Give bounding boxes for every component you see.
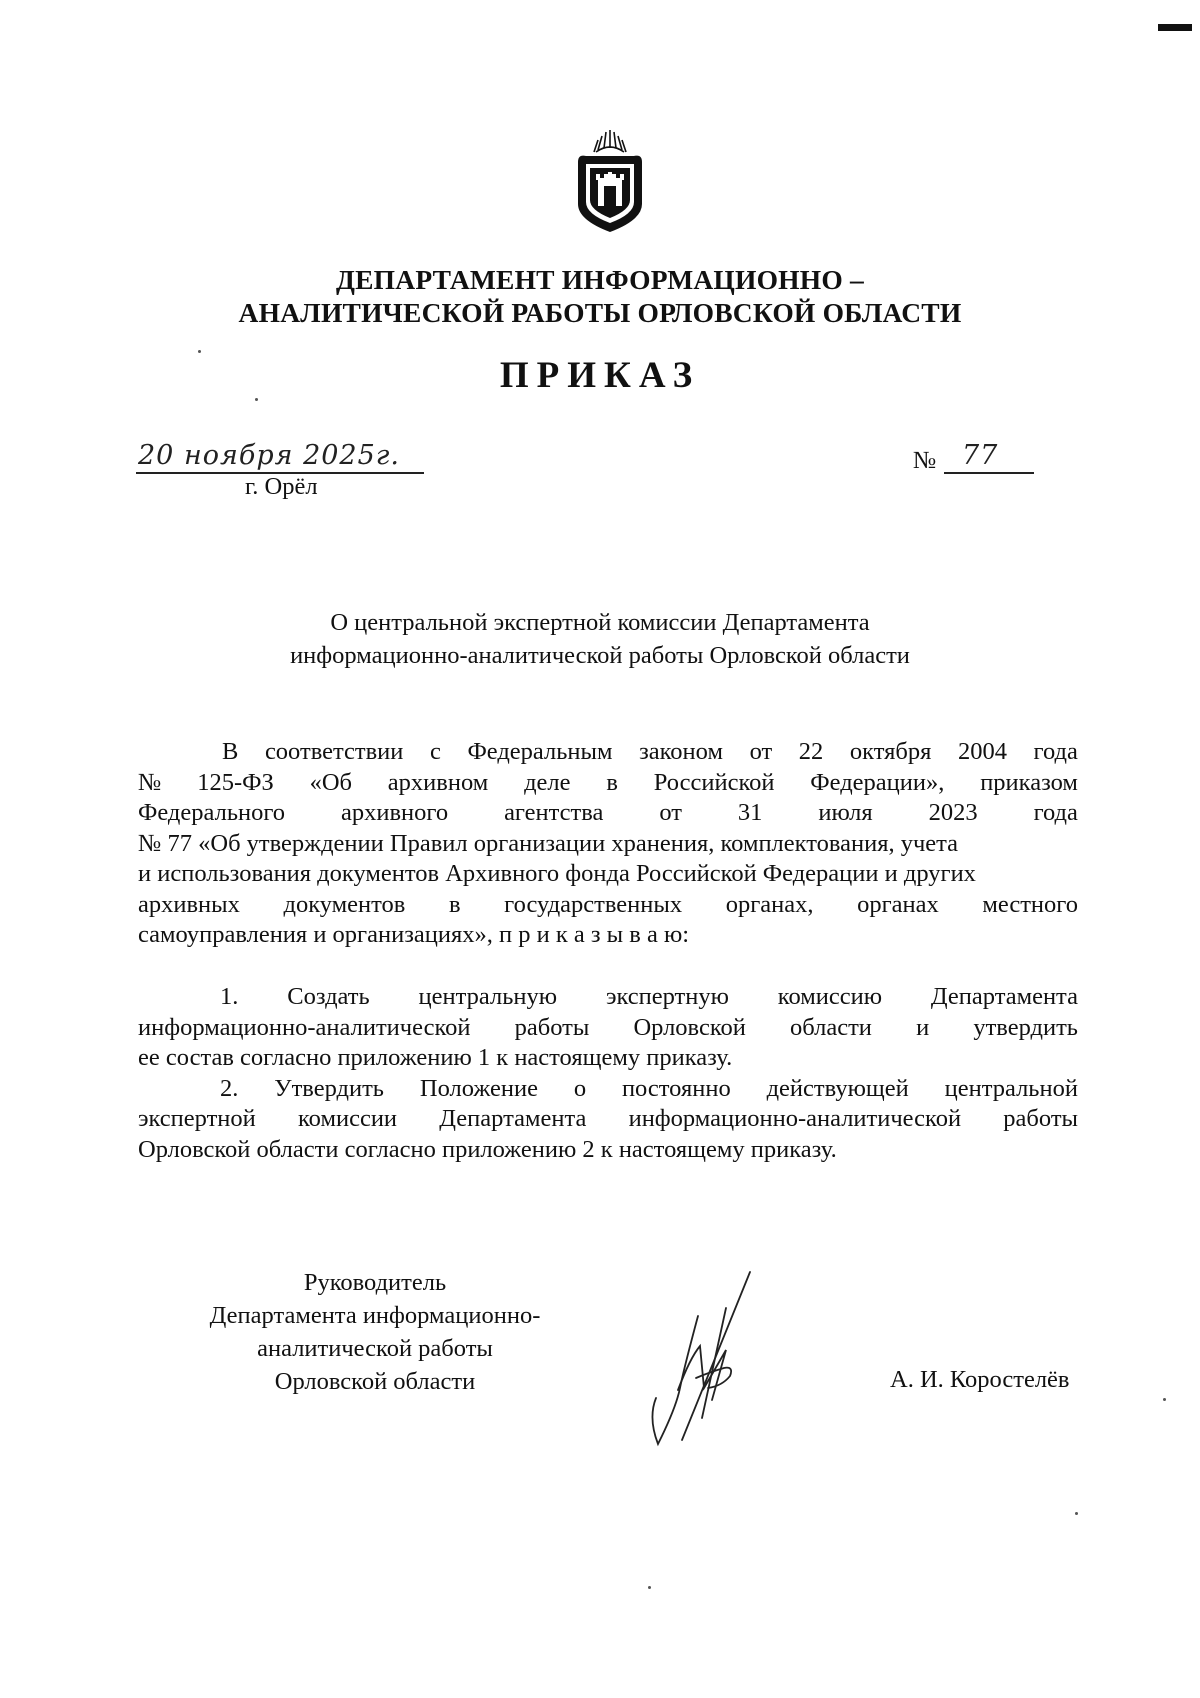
number-underline — [944, 472, 1034, 474]
scan-speck — [198, 350, 201, 353]
text-line: самоуправления и организациях», п р и к а з ы в а ю: — [138, 921, 690, 948]
item-1-line: ее состав согласно приложению 1 к настоящему приказу. — [138, 1044, 733, 1071]
scan-speck — [255, 398, 258, 401]
item-2-line: экспертной комиссии Департамента информационно-аналитической работы — [138, 1105, 1078, 1132]
order-subject — [0, 606, 1200, 672]
handwritten-signature — [638, 1268, 768, 1448]
city-label: г. Орёл — [245, 473, 318, 500]
number-label: № — [913, 447, 937, 474]
position-line: аналитической работы — [257, 1335, 493, 1362]
preamble-paragraph — [138, 737, 1078, 951]
order-items — [138, 982, 1078, 1165]
department-title-line1: ДЕПАРТАМЕНТ ИНФОРМАЦИОННО – — [336, 264, 864, 295]
handwritten-date: 20 ноября 2025г. — [138, 440, 401, 471]
document-type-title: ПРИКАЗ — [499, 355, 701, 396]
scan-speck — [1075, 1512, 1078, 1515]
department-title-line2: АНАЛИТИЧЕСКОЙ РАБОТЫ ОРЛОВСКОЙ ОБЛАСТИ — [238, 297, 962, 328]
handwritten-number: 77 — [962, 440, 999, 471]
text-line: и использования документов Архивного фонда Российской Федерации и других — [138, 860, 976, 887]
subject-line: информационно-аналитической работы Орловской области — [290, 642, 910, 669]
justified-line: № 125-ФЗ «Об архивном деле в Российской Федерации», приказом — [138, 768, 1078, 796]
position-line: Департамента информационно- — [209, 1302, 541, 1329]
justified-line: архивных документов в государственных органах, органах местного — [138, 890, 1078, 918]
scan-speck — [1163, 1398, 1166, 1401]
signatory-name: А. И. Коростелёв — [890, 1366, 1070, 1393]
scan-corner-mark — [1158, 24, 1192, 31]
justified-line: В соответствии с Федеральным законом от 22 октября 2004 года — [222, 738, 1078, 765]
position-line: Руководитель — [303, 1269, 447, 1296]
text-line: № 77 «Об утверждении Правил организации хранения, комплектования, учета — [138, 829, 959, 857]
item-2-line: Орловской области согласно приложению 2 к настоящему приказу. — [138, 1135, 837, 1163]
scan-speck — [648, 1586, 651, 1589]
coat-of-arms-icon — [568, 128, 652, 236]
position-line: Орловской области — [274, 1368, 476, 1395]
item-1-line: информационно-аналитической работы Орловской области и утвердить — [138, 1013, 1078, 1041]
justified-line: Федерального архивного агентства от 31 июля 2023 года — [138, 799, 1078, 826]
item-1-line: 1. Создать центральную экспертную комиссию Департамента — [220, 983, 1078, 1010]
signatory-position — [185, 1266, 565, 1398]
item-2-line: 2. Утвердить Положение о постоянно действующей центральной — [220, 1074, 1078, 1102]
subject-line: О центральной экспертной комиссии Департамента — [330, 609, 870, 636]
